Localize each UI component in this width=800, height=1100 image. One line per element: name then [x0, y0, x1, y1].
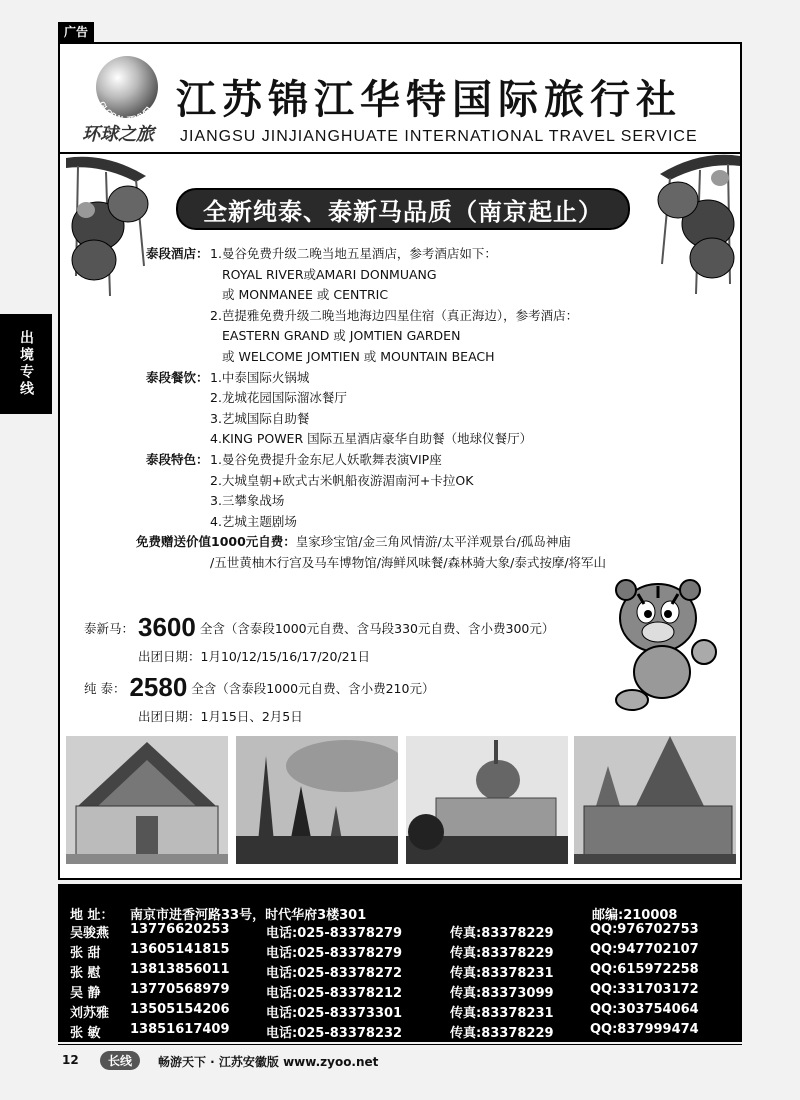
- staff-fax: 传真:83378231: [450, 1006, 554, 1021]
- staff-qq: QQ:615972258: [590, 962, 699, 977]
- temple-photo-1: [66, 736, 228, 864]
- footer-text: 畅游天下 · 江苏安徽版 www.zyoo.net: [158, 1055, 379, 1069]
- staff-tel: 电话:025-83378279: [266, 926, 403, 941]
- staff-mobile: 13605141815: [130, 942, 230, 957]
- company-title-en: JIANGSU JINJIANGHUATE INTERNATIONAL TRAVEL SERVICE: [180, 128, 698, 145]
- staff-tel: 电话:025-83378212: [266, 986, 403, 1001]
- staff-tel: 电话:025-83373301: [266, 1006, 403, 1021]
- staff-tel: 电话:025-83378272: [266, 966, 403, 981]
- staff-mobile: 13813856011: [130, 962, 230, 977]
- staff-name: 刘苏雅: [70, 1006, 110, 1021]
- hotel-line: 2.芭提雅免费升级二晚当地海边四星住宿（真正海边），参考酒店：: [210, 307, 579, 323]
- itinerary-details: [136, 244, 607, 574]
- staff-fax: 传真:83373099: [450, 986, 554, 1001]
- staff-name: 吴骏燕: [70, 926, 110, 941]
- feature-line: 1.曼谷免费提升金东尼人妖歌舞表演VIP座: [210, 451, 442, 467]
- staff-qq: QQ:976702753: [590, 922, 699, 937]
- ad-tag: 广告: [58, 22, 94, 42]
- address: 南京市进香河路33号，时代华府3楼301: [130, 908, 367, 923]
- departure-dates: 出团日期：1月10/12/15/16/17/20/21日: [138, 649, 371, 664]
- feature-line: 3.三攀象战场: [210, 493, 285, 509]
- staff-mobile: 13776620253: [130, 922, 230, 937]
- staff-mobile: 13770568979: [130, 982, 230, 997]
- mosque-photo: [406, 736, 568, 864]
- staff-name: 张 敏: [70, 1026, 101, 1041]
- temple-photo-3: [574, 736, 736, 864]
- staff-fax: 传真:83378231: [450, 966, 554, 981]
- free-line: /五世黄柚木行宫及马车博物馆/海鲜风味餐/森林骑大象/泰式按摩/将军山: [210, 554, 607, 570]
- features-label: 泰段特色：: [146, 451, 209, 467]
- ad-frame: [58, 42, 742, 880]
- lantern-right-icon: [620, 154, 740, 304]
- logo-caption: 环球之旅: [82, 124, 154, 145]
- staff-name: 张 甜: [70, 946, 101, 961]
- staff-fax: 传真:83378229: [450, 926, 554, 941]
- staff-qq: QQ:947702107: [590, 942, 699, 957]
- photo-strip: [66, 736, 736, 866]
- svg-text:GLOBAL TRAVEL: GLOBAL TRAVEL: [97, 99, 155, 122]
- price-value: 3600: [138, 612, 196, 642]
- price-suffix: 全含（含泰段1000元自费、含马段330元自费、含小费300元）: [199, 621, 555, 636]
- meal-line: 3.艺城国际自助餐: [210, 410, 310, 426]
- staff-qq: QQ:303754064: [590, 1002, 699, 1017]
- tiger-mascot-icon: [608, 574, 720, 714]
- price-value: 2580: [129, 672, 188, 702]
- price-option: [84, 612, 554, 665]
- feature-line: 4.艺城主题剧场: [210, 513, 297, 529]
- staff-mobile: 13851617409: [130, 1022, 230, 1037]
- logo-ring: [90, 52, 164, 122]
- side-section-label: 出境专线: [0, 314, 52, 414]
- departure-dates: 出团日期：1月15日、2月5日: [138, 709, 303, 724]
- hotel-line: 1.曼谷免费升级二晚当地五星酒店，参考酒店如下：: [210, 246, 497, 261]
- page-footer: [58, 1044, 742, 1069]
- hotel-line: EASTERN GRAND 或 JOMTIEN GARDEN: [222, 328, 461, 344]
- price-option: [84, 672, 434, 725]
- address-label: 地 址：: [70, 908, 114, 923]
- hotels-label: 泰段酒店：: [146, 246, 209, 261]
- staff-tel: 电话:025-83378232: [266, 1026, 403, 1041]
- hotel-line: 或 MONMANEE 或 CENTRIC: [222, 287, 389, 303]
- free-label: 免费赠送价值1000元自费：: [136, 534, 296, 550]
- price-name: 纯 泰：: [84, 681, 126, 696]
- staff-qq: QQ:837999474: [590, 1022, 699, 1037]
- staff-tel: 电话:025-83378279: [266, 946, 403, 961]
- contact-panel: [58, 884, 742, 1042]
- meals-label: 泰段餐饮：: [146, 369, 209, 385]
- page-number: 12: [62, 1053, 79, 1067]
- staff-fax: 传真:83378229: [450, 946, 554, 961]
- staff-mobile: 13505154206: [130, 1002, 230, 1017]
- price-name: 泰新马：: [84, 621, 135, 636]
- staff-fax: 传真:83378229: [450, 1026, 554, 1041]
- section-pill: 长线: [100, 1051, 140, 1070]
- price-suffix: 全含（含泰段1000元自费、含小费210元）: [191, 681, 435, 696]
- feature-line: 2.大城皇朝+欧式古米帆船夜游湄南河+卡拉OK: [210, 472, 474, 488]
- postcode: 邮编:210008: [592, 908, 678, 923]
- free-line: 皇家珍宝馆/金三角风情游/太平洋观景台/孤岛神庙: [295, 534, 571, 550]
- meal-line: 4.KING POWER 国际五星酒店豪华自助餐（地球仪餐厅）: [210, 431, 533, 447]
- staff-qq: QQ:331703172: [590, 982, 699, 997]
- hotel-line: 或 WELCOME JOMTIEN 或 MOUNTAIN BEACH: [222, 348, 495, 364]
- hotel-line: ROYAL RIVER或AMARI DONMUANG: [222, 266, 437, 282]
- staff-name: 吴 静: [70, 986, 101, 1001]
- headline-banner: 全新纯泰、泰新马品质（南京起止）: [176, 188, 630, 230]
- meal-line: 2.龙城花园国际溜冰餐厅: [210, 390, 347, 406]
- staff-name: 张 慰: [70, 966, 101, 981]
- header: [60, 44, 740, 154]
- meal-line: 1.中泰国际火锅城: [210, 369, 310, 385]
- company-title-cn: 江苏锦江华特国际旅行社: [176, 76, 682, 123]
- temple-photo-2: [236, 736, 398, 864]
